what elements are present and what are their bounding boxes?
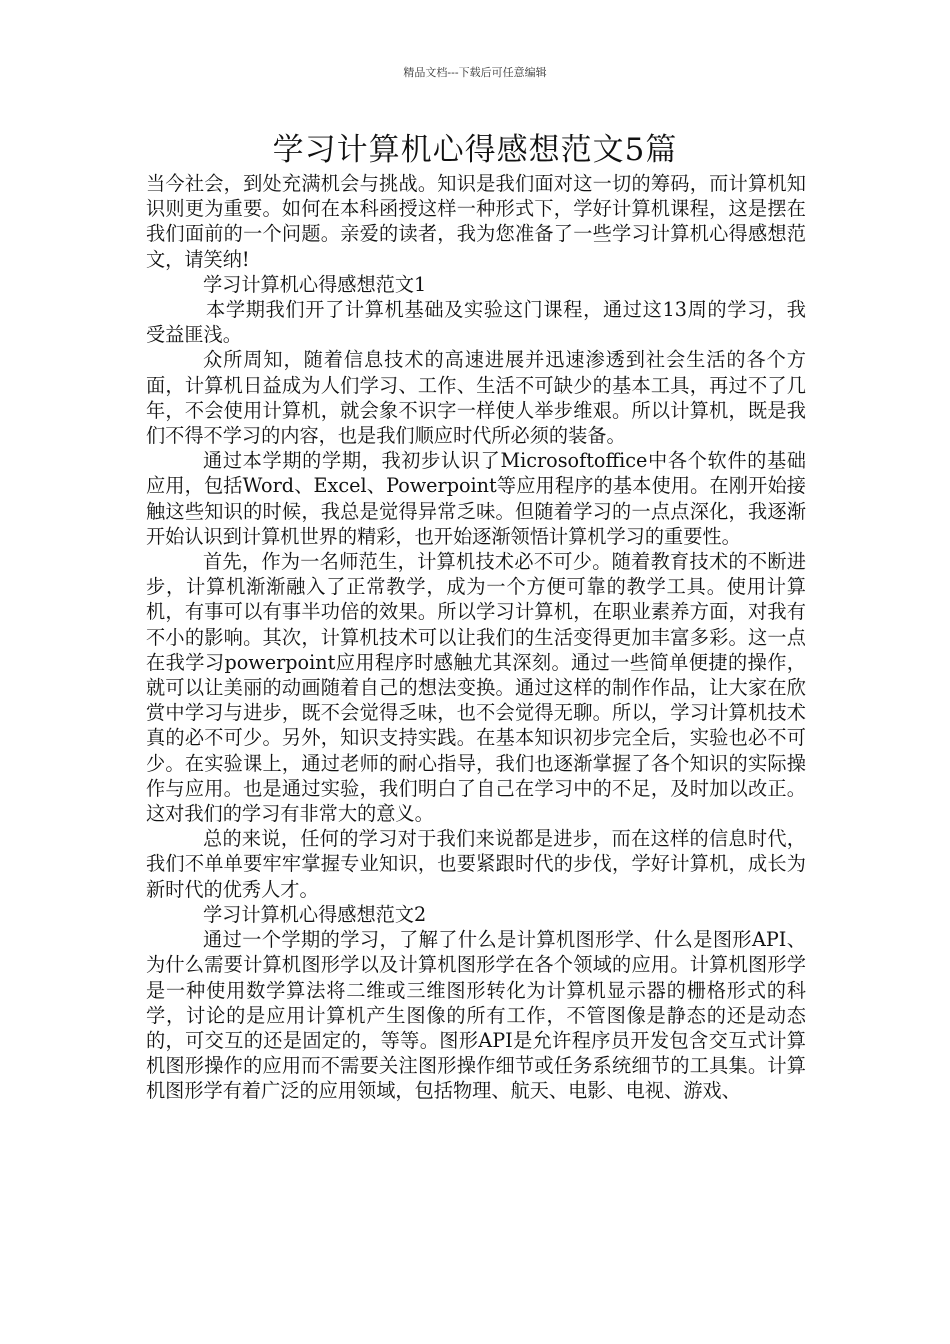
body-paragraph: 通过一个学期的学习，了解了什么是计算机图形学、什么是图形API、为什么需要计算机图形学以及计算机图形学在各个领域的应用。计算机图形学是一种使用数学算法将二维或三维图形转化为计算机显示器的栅格形式的科学，讨论的是应用计算机产生图像的所有工作，不管图像是静态的还是动态的，可交互的还是固定的，等等。图形API是允许程序员开发包含交互式计算机图形操作的应用而不需要关注图形操作细节或任务系统细节的工具集。计算机图形学有着广泛的应用领域，包括物理、航天、电影、电视、游戏、 bbox=[146, 928, 806, 1103]
page-header: 精品文档---下载后可任意编辑 bbox=[403, 66, 547, 79]
document-body bbox=[146, 171, 806, 1104]
document-title: 学习计算机心得感想范文5篇 bbox=[272, 132, 678, 168]
body-paragraph: 总的来说，任何的学习对于我们来说都是进步，而在这样的信息时代，我们不单单要牢牢掌握专业知识，也要紧跟时代的步伐，学好计算机，成长为新时代的优秀人才。 bbox=[146, 827, 806, 901]
body-paragraph: 通过本学期的学期，我初步认识了Microsoftoffice中各个软件的基础应用，包括Word、Excel、Powerpoint等应用程序的基本使用。在刚开始接触这些知识的时候，我总是觉得异常乏味。但随着学习的一点点深化，我逐渐开始认识到计算机世界的精彩，也开始逐渐领悟计算机学习的重要性。 bbox=[146, 449, 806, 548]
intro-paragraph: 当今社会，到处充满机会与挑战。知识是我们面对这一切的筹码，而计算机知识则更为重要。如何在本科函授这样一种形式下，学好计算机课程，这是摆在我们面前的一个问题。亲爱的读者，我为您准备了一些学习计算机心得感想范文，请笑纳! bbox=[146, 172, 806, 271]
body-paragraph: 众所周知，随着信息技术的高速进展并迅速渗透到社会生活的各个方面，计算机日益成为人们学习、工作、生活不可缺少的基本工具，再过不了几年，不会使用计算机，就会象不识字一样使人举步维艰。所以计算机，既是我们不得不学习的内容，也是我们顺应时代所必须的装备。 bbox=[146, 348, 806, 448]
body-paragraph: 本学期我们开了计算机基础及实验这门课程，通过这13周的学习，我受益匪浅。 bbox=[146, 298, 806, 347]
section-heading-1: 学习计算机心得感想范文1 bbox=[203, 272, 427, 296]
body-paragraph: 首先，作为一名师范生，计算机技术必不可少。随着教育技术的不断进步，计算机渐渐融入了正常教学，成为一个方便可靠的教学工具。使用计算机，有事可以有事半功倍的效果。所以学习计算机，在职业素养方面，对我有不小的影响。其次，计算机技术可以让我们的生活变得更加丰富多彩。这一点在我学习powerpoint应用程序时感触尤其深刻。通过一些简单便捷的操作，就可以让美丽的动画随着自己的想法变换。通过这样的制作作品，让大家在欣赏中学习与进步，既不会觉得乏味，也不会觉得无聊。所以，学习计算机技术真的必不可少。另外，知识支持实践。在基本知识初步完全后，实验也必不可少。在实验课上，通过老师的耐心指导，我们也逐渐掌握了各个知识的实际操作与应用。也是通过实验，我们明白了自己在学习中的不足，及时加以改正。这对我们的学习有非常大的意义。 bbox=[146, 550, 806, 826]
section-heading-2: 学习计算机心得感想范文2 bbox=[203, 902, 427, 926]
